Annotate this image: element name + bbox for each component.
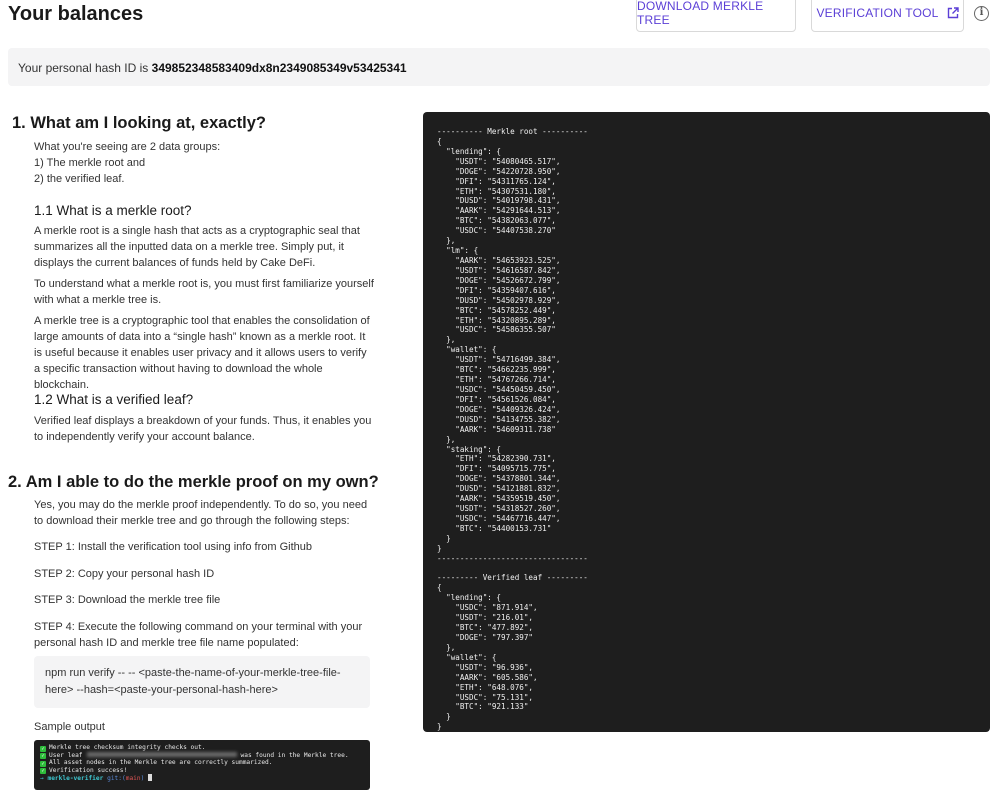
- section-1-title: 1. What am I looking at, exactly?: [12, 114, 266, 132]
- terminal-line: [40, 759, 364, 767]
- check-icon: ✓: [41, 753, 45, 760]
- sample-output-terminal: [34, 740, 370, 790]
- merkle-root-paragraph-2: To understand what a merkle root is, you must first familiarize yourself with what a merkle tree is.: [34, 278, 374, 306]
- info-icon[interactable]: i: [974, 6, 989, 21]
- step-3: STEP 3: Download the merkle tree file: [34, 594, 221, 606]
- redacted-hash: [87, 752, 237, 757]
- personal-hash-box: [8, 48, 990, 86]
- section-1-2-title: 1.2 What is a verified leaf?: [34, 392, 194, 407]
- terminal-line: [40, 752, 364, 760]
- prompt-git: git:(: [107, 775, 126, 783]
- terminal-line-text: Merkle tree checksum integrity checks out.: [49, 744, 206, 751]
- check-icon: ✓: [41, 760, 45, 767]
- terminal-line-text: Verification success!: [49, 766, 128, 774]
- verified-leaf-paragraph: Verified leaf displays a breakdown of your funds. Thus, it enables you to independently verify your account balance.: [34, 415, 372, 443]
- download-merkle-tree-button[interactable]: [636, 0, 796, 32]
- terminal-line-text: was found in the Merkle tree.: [240, 751, 349, 759]
- verification-tool-label: VERIFICATION TOOL: [816, 6, 939, 20]
- hash-prefix: Your personal hash ID is: [18, 61, 152, 75]
- terminal-prompt: [40, 774, 364, 783]
- prompt-directory: merkle-verifier: [47, 775, 104, 783]
- download-merkle-tree-label: DOWNLOAD MERKLE TREE: [637, 0, 764, 27]
- command-text: npm run verify -- -- <paste-the-name-of-your-merkle-tree-file-here> --hash=<paste-your-personal-hash-here>: [45, 667, 341, 696]
- external-link-icon: [947, 7, 959, 19]
- section-2-title: 2. Am I able to do the merkle proof on my own?: [8, 473, 379, 491]
- step-4: STEP 4: Execute the following command on your terminal with your personal hash ID and merkle tree file name populated:: [34, 621, 363, 649]
- sample-output-label: Sample output: [34, 721, 105, 733]
- personal-hash-value[interactable]: 349852348583409dx8n2349085349v53425341: [151, 61, 407, 75]
- merkle-output-panel: ---------- Merkle root ---------- { "lending": { "USDT": "54080465.517", "DOGE": "54220728.950", "DFI": "54311765.124", "ETH": "54307531.180", "DUSD": "54019798.431", "AARK": "54291644.513", "BTC": "54382063.077", "USDC": "54407538.270" }, "lm": { "AARK": "54653923.525", "USDT": "54616587.842", "DOGE": "54526672.799", "DFI": "54359407.616", "DUSD": "54502978.929", "BTC": "54578252.449", "ETH": "54320895.289", "USDC": "54586355.507" }, "wallet": { "USDT": "54716499.384", "BTC": "54662235.999", "ETH": "54767266.714", "USDC": "54450459.450", "DFI": "54561526.084", "DOGE": "54409326.424", "DUSD": "54134755.382", "AARK": "54609311.738" }, "staking": { "ETH": "54282390.731", "DFI": "54095715.775", "DOGE": "54378801.344", "DUSD": "54121881.832", "AARK": "54359519.450", "USDT": "54318527.260", "USDC": "54467716.447", "BTC": "54400153.731" } } --------------------------------- --------- Verified leaf --------- { "lending": { "USDC": "871.914", "USDT": "216.01", "BTC": "477.892", "DOGE": "797.397" }, "wallet": { "USDT": "96.936", "AARK": "605.586", "ETH": "648.076", "USDC": "75.131", "BTC": "921.133" } }: [423, 112, 990, 732]
- step-2: STEP 2: Copy your personal hash ID: [34, 568, 215, 580]
- section-1-1-title: 1.1 What is a merkle root?: [34, 203, 192, 218]
- page-title: Your balances: [8, 3, 144, 25]
- merkle-root-paragraph-3: A merkle tree is a cryptographic tool that enables the consolidation of large amounts of data into a “single hash” known as a merkle root. It is useful because it enables user privacy and it allows users to verify a specific transaction without having to download the whole blockchain.: [34, 315, 370, 391]
- terminal-line-text: User leaf: [49, 751, 83, 759]
- terminal-cursor: [148, 774, 152, 781]
- section-1-intro: [34, 139, 374, 187]
- prompt-git-close: ): [140, 775, 145, 783]
- terminal-line: [40, 767, 364, 775]
- prompt-branch: main: [125, 775, 141, 783]
- intro-line: 2) the verified leaf.: [34, 173, 125, 185]
- terminal-line: [40, 744, 364, 752]
- prompt-arrow-icon: →: [40, 775, 44, 783]
- merkle-root-paragraph-1: A merkle root is a single hash that acts as a cryptographic seal that summarizes all the inputted data on a merkle tree. Simply put, it displays the current balances of funds held by Cake DeFi.: [34, 225, 360, 269]
- step-1: STEP 1: Install the verification tool using info from Github: [34, 541, 312, 553]
- check-icon: ✓: [41, 745, 45, 752]
- check-icon: ✓: [41, 768, 45, 775]
- intro-line: 1) The merkle root and: [34, 157, 146, 169]
- terminal-line-text: All asset nodes in the Merkle tree are correctly summarized.: [49, 759, 273, 767]
- intro-line: What you're seeing are 2 data groups:: [34, 141, 221, 153]
- verification-tool-button[interactable]: [811, 0, 964, 32]
- command-box[interactable]: [34, 656, 370, 708]
- merkle-proof-paragraph: Yes, you may do the merkle proof independently. To do so, you need to download their merkle tree and go through the following steps:: [34, 499, 368, 527]
